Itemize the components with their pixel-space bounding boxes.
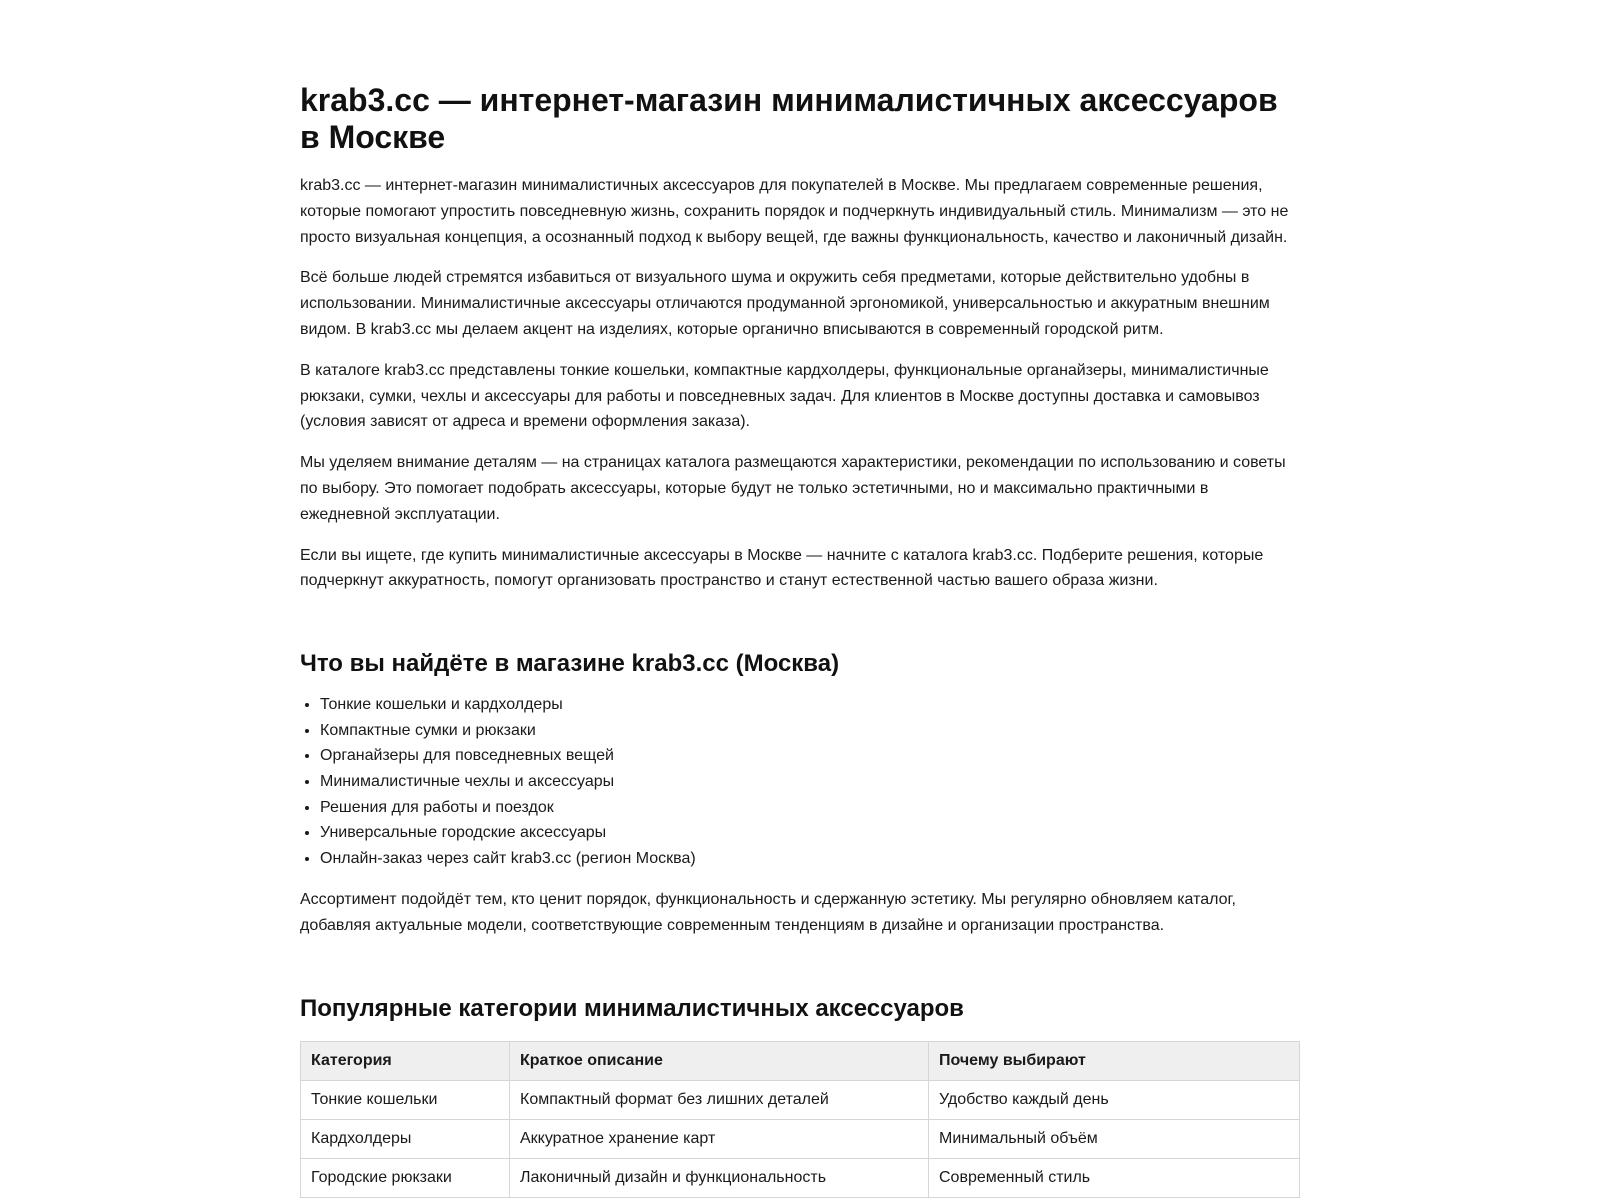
- intro-paragraph: Мы уделяем внимание деталям — на страницах каталога размещаются характеристики, рекомендации по использованию и советы по выбору. Это помогает подобрать аксессуары, которые будут не только эстетичными, но и максимально практичными в ежедневной эксплуатации.: [300, 454, 1286, 523]
- table-header-row: [301, 1041, 1300, 1080]
- table-cell: Кардхолдеры: [301, 1119, 510, 1158]
- table-cell: Тонкие кошельки: [301, 1080, 510, 1119]
- list-item: • Минималистичные чехлы и аксессуары: [320, 769, 1300, 795]
- assortment-paragraph: Ассортимент подойдёт тем, кто ценит порядок, функциональность и сдержанную эстетику. Мы регулярно обновляем каталог, добавляя актуальные модели, соответствующие современным тенденциям в дизайне и организации пространства.: [300, 891, 1236, 935]
- table-cell: Аккуратное хранение карт: [510, 1119, 929, 1158]
- column-header-category: Категория: [301, 1041, 510, 1080]
- list-item: • Онлайн-заказ через сайт krab3.cc (регион Москва): [320, 846, 1300, 872]
- page-title: krab3.cc — интернет-магазин минималистичных аксессуаров в Москве: [300, 82, 1278, 155]
- intro-paragraph: В каталоге krab3.cc представлены тонкие кошельки, компактные кардхолдеры, функциональные органайзеры, минималистичные рюкзаки, сумки, чехлы и аксессуары для работы и повседневных задач. Для клиентов в Москве доступны доставка и самовывоз (условия зависят от адреса и времени оформления заказа).: [300, 361, 1269, 431]
- column-header-reason: Почему выбирают: [929, 1041, 1300, 1080]
- list-item: • Компактные сумки и рюкзаки: [320, 718, 1300, 744]
- list-item: • Решения для работы и поездок: [320, 795, 1300, 821]
- table-row: [301, 1119, 1300, 1158]
- table-row: [301, 1158, 1300, 1197]
- table-cell: Лаконичный дизайн и функциональность: [510, 1158, 929, 1197]
- table-cell: Минимальный объём: [929, 1119, 1300, 1158]
- section-heading-find: Что вы найдёте в магазине krab3.cc (Москва): [300, 650, 840, 678]
- intro-paragraph: Всё больше людей стремятся избавиться от визуального шума и окружить себя предметами, которые действительно удобны в использовании. Минималистичные аксессуары отличаются продуманной эргономикой, универсальностью и аккуратным внешним видом. В krab3.cc мы делаем акцент на изделиях, которые органично вписываются в современный городской ритм.: [300, 269, 1270, 338]
- categories-table: [300, 1041, 1300, 1198]
- table-cell: Удобство каждый день: [929, 1080, 1300, 1119]
- list-item: • Тонкие кошельки и кардхолдеры: [320, 692, 1300, 718]
- table-cell: Городские рюкзаки: [301, 1158, 510, 1197]
- table-row: [301, 1080, 1300, 1119]
- intro-paragraph: Если вы ищете, где купить минималистичные аксессуары в Москве — начните с каталога krab3.cc. Подберите решения, которые подчеркнут аккуратность, помогут организовать пространство и станут естественной частью вашего образа жизни.: [300, 546, 1264, 590]
- intro-paragraph: krab3.cc — интернет-магазин минималистичных аксессуаров для покупателей в Москве. Мы предлагаем современные решения, которые помогают упростить повседневную жизнь, сохранить порядок и подчеркнуть индивидуальный стиль. Минимализм — это не просто визуальная концепция, а осознанный подход к выбору вещей, где важны функциональность, качество и лаконичный дизайн.: [300, 177, 1289, 246]
- article: [300, 82, 1300, 1198]
- column-header-description: Краткое описание: [510, 1041, 929, 1080]
- features-list: [300, 692, 1300, 871]
- table-cell: Компактный формат без лишних деталей: [510, 1080, 929, 1119]
- list-item: • Органайзеры для повседневных вещей: [320, 743, 1300, 769]
- table-cell: Современный стиль: [929, 1158, 1300, 1197]
- list-item: • Универсальные городские аксессуары: [320, 820, 1300, 846]
- section-heading-categories: Популярные категории минималистичных аксессуаров: [300, 994, 964, 1022]
